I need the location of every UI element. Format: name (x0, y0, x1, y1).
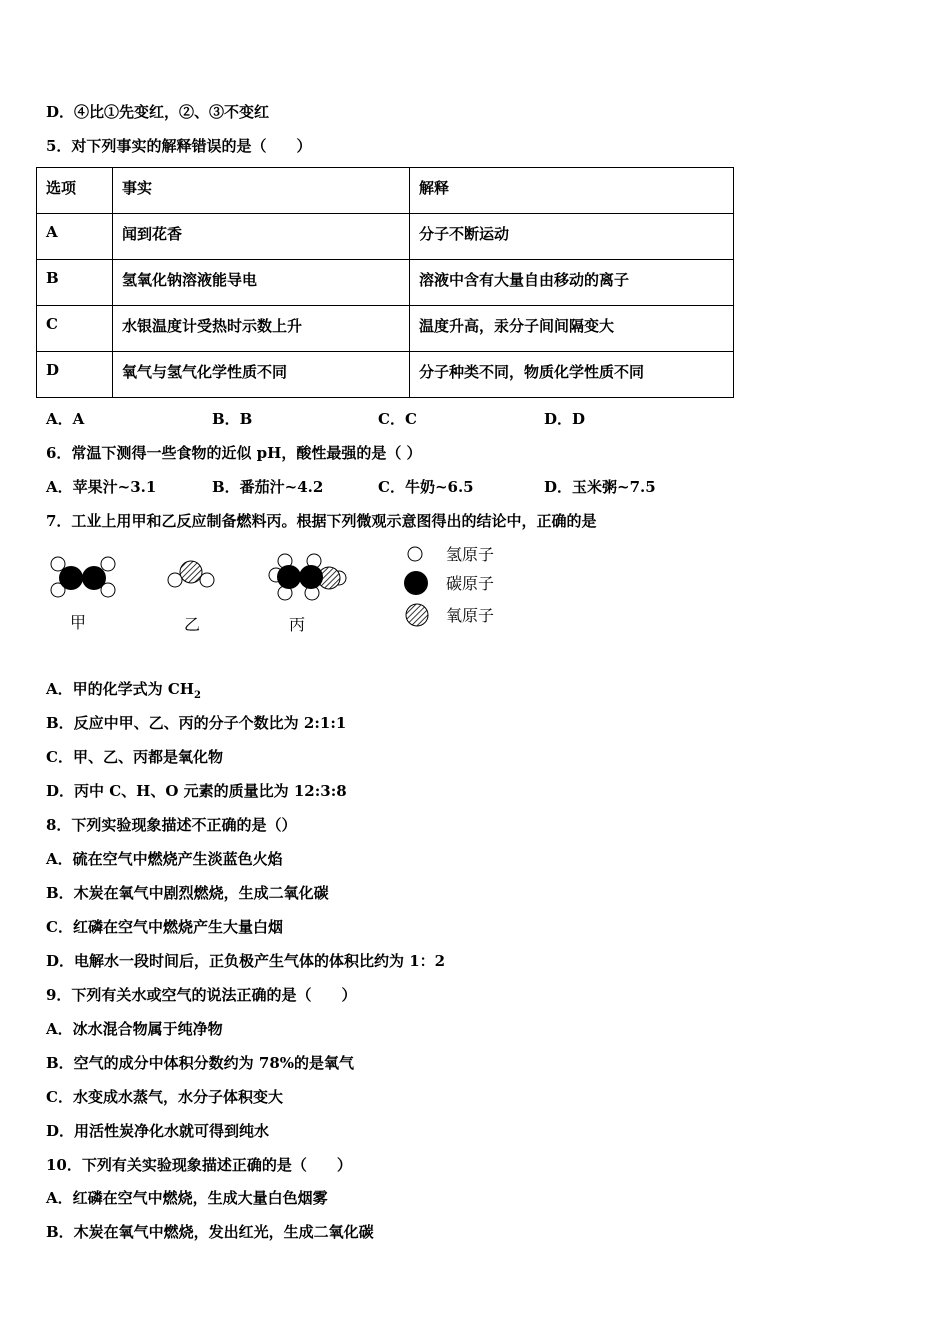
table-cell: 溶液中含有大量自由移动的离子 (410, 260, 734, 306)
q7-option-a-text: A．甲的化学式为 CH (46, 680, 194, 698)
q10-stem: 10．下列有关实验现象描述正确的是（ ） (46, 1156, 352, 1174)
q9-stem: 9．下列有关水或空气的说法正确的是（ ） (46, 986, 357, 1004)
table-header-cell: 解释 (410, 168, 734, 214)
q5-options (46, 409, 710, 429)
option-a: A．A (46, 410, 85, 428)
table-cell: A (37, 214, 113, 260)
option-d: D．D (544, 410, 586, 428)
table-cell: 分子种类不同，物质化学性质不同 (410, 352, 734, 398)
q4-option-d: D．④比①先变红，②、③不变红 (46, 103, 270, 121)
q7-option-b: B．反应中甲、乙、丙的分子个数比为 2:1:1 (46, 714, 347, 732)
option-c: C．牛奶~6.5 (378, 478, 474, 496)
table-row (37, 260, 734, 306)
table-cell: 分子不断运动 (410, 214, 734, 260)
carbon-atom-icon (404, 571, 428, 595)
oxygen-atom-icon (406, 604, 428, 626)
option-b: B．番茄汁~4.2 (212, 478, 324, 496)
option-b: B．B (212, 410, 253, 428)
table-header-cell: 选项 (37, 168, 113, 214)
table-row (37, 306, 734, 352)
molecule-bing (269, 554, 346, 600)
table-cell: 温度升高，汞分子间间隔变大 (410, 306, 734, 352)
table-row (37, 214, 734, 260)
q9-option-c: C．水变成水蒸气，水分子体积变大 (46, 1088, 283, 1106)
table-cell: 闻到花香 (113, 214, 410, 260)
table-row (37, 352, 734, 398)
q6-stem: 6．常温下测得一些食物的近似 pH，酸性最强的是（ ） (46, 444, 422, 462)
q5-table (36, 167, 734, 398)
q7-option-a (46, 679, 201, 706)
q7-stem: 7．工业上用甲和乙反应制备燃料丙。根据下列微观示意图得出的结论中，正确的是 (46, 512, 597, 530)
table-header-row (37, 168, 734, 214)
q8-option-a: A．硫在空气中燃烧产生淡蓝色火焰 (46, 850, 283, 868)
table-cell: 水银温度计受热时示数上升 (113, 306, 410, 352)
q10-option-a: A．红磷在空气中燃烧，生成大量白色烟雾 (46, 1189, 328, 1207)
option-c: C．C (378, 410, 417, 428)
legend-hydrogen: 氢原子 (446, 545, 495, 564)
q8-option-d: D．电解水一段时间后，正负极产生气体的体积比约为 1：2 (46, 952, 446, 970)
option-d: D．玉米粥~7.5 (544, 478, 656, 496)
molecule-jia (51, 557, 115, 597)
table-cell: D (37, 352, 113, 398)
molecule-diagram (44, 540, 514, 640)
q9-option-b: B．空气的成分中体积分数约为 78%的是氧气 (46, 1054, 355, 1072)
q8-stem: 8．下列实验现象描述不正确的是（） (46, 816, 297, 834)
option-a: A．苹果汁~3.1 (46, 478, 157, 496)
q7-option-a-sub: 2 (193, 690, 201, 701)
table-cell: 氧气与氢气化学性质不同 (113, 352, 410, 398)
label-jia: 甲 (70, 613, 87, 632)
label-yi: 乙 (184, 615, 201, 634)
q8-option-c: C．红磷在空气中燃烧产生大量白烟 (46, 918, 283, 936)
label-bing: 丙 (289, 615, 306, 634)
q9-option-d: D．用活性炭净化水就可得到纯水 (46, 1122, 270, 1140)
legend-oxygen: 氧原子 (446, 606, 495, 625)
table-cell: B (37, 260, 113, 306)
hydrogen-atom-icon (408, 547, 422, 561)
molecule-yi (168, 561, 214, 587)
q5-stem: 5．对下列事实的解释错误的是（ ） (46, 137, 312, 155)
table-cell: C (37, 306, 113, 352)
q6-options (46, 477, 710, 497)
q8-option-b: B．木炭在氧气中剧烈燃烧，生成二氧化碳 (46, 884, 329, 902)
legend-carbon: 碳原子 (446, 574, 495, 593)
q7-option-d: D．丙中 C、H、O 元素的质量比为 12:3:8 (46, 782, 347, 800)
q9-option-a: A．冰水混合物属于纯净物 (46, 1020, 223, 1038)
q10-option-b: B．木炭在氧气中燃烧，发出红光，生成二氧化碳 (46, 1223, 374, 1241)
table-header-cell: 事实 (113, 168, 410, 214)
table-cell: 氢氧化钠溶液能导电 (113, 260, 410, 306)
legend (404, 545, 494, 626)
q7-option-c: C．甲、乙、丙都是氧化物 (46, 748, 223, 766)
